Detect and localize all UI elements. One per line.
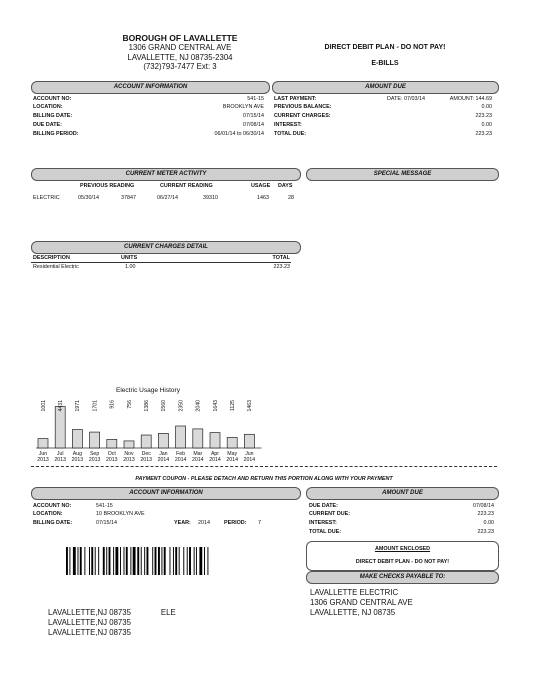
coupon-current-due-value: 223.23 <box>477 511 494 517</box>
chart-year-label: 2013 <box>140 457 152 463</box>
description-col: DESCRIPTION <box>33 255 70 261</box>
charges-divider <box>31 262 291 263</box>
billing-date-value: 07/15/14 <box>243 113 264 119</box>
coupon-cut-line <box>31 466 497 467</box>
chart-year-label: 2014 <box>226 457 238 463</box>
due-date-value: 07/08/14 <box>243 122 264 128</box>
chart-year-label: 2014 <box>157 457 170 463</box>
chart-month-label: Mar <box>193 451 203 457</box>
due-date-label: DUE DATE: <box>33 122 62 128</box>
org-phone: (732)793-7477 Ext: 3 <box>143 62 217 71</box>
chart-month-label: Sep <box>89 451 100 457</box>
charge-description: Residential Electric <box>33 264 79 270</box>
chart-value-label: 4431 <box>58 400 64 412</box>
previous-balance-value: 0.00 <box>481 104 492 110</box>
chart-value-label: 1701 <box>92 400 99 412</box>
payee-address <box>310 588 413 618</box>
payee-street: 1306 GRAND CENTRAL AVE <box>310 598 413 607</box>
coupon-amount-due-header: AMOUNT DUE <box>306 487 499 500</box>
charges-detail-header: CURRENT CHARGES DETAIL <box>31 241 301 254</box>
interest-label: INTEREST: <box>274 122 302 128</box>
chart-bar <box>90 432 100 448</box>
coupon-account-no-value: 541-15 <box>96 503 113 509</box>
current-charges-value: 223.23 <box>475 113 492 119</box>
chart-bar <box>158 433 168 448</box>
previous-reading-col: PREVIOUS READING <box>80 183 135 189</box>
chart-month-label: Jun <box>38 451 48 457</box>
days-col: DAYS <box>278 183 293 189</box>
chart-month-label: Apr <box>210 451 220 457</box>
current-reading-col: CURRENT READING <box>160 183 213 189</box>
coupon-current-due-label: CURRENT DUE: <box>309 511 351 517</box>
payable-to-header: MAKE CHECKS PAYABLE TO: <box>306 571 499 584</box>
interest-value: 0.00 <box>481 122 492 128</box>
org-address-2: LAVALLETTE, NJ 08735-2304 <box>127 52 233 62</box>
chart-month-label: Jun <box>245 451 254 457</box>
chart-bar <box>72 430 82 448</box>
chart-value-label: 756 <box>126 400 133 409</box>
last-payment-amount: AMOUNT: 144.69 <box>449 96 492 102</box>
billing-period-value: 06/01/14 to 06/30/14 <box>214 131 264 137</box>
previous-balance-label: PREVIOUS BALANCE: <box>274 104 332 110</box>
chart-bar <box>176 426 186 448</box>
mailing-line-1-suffix: ELE <box>160 608 176 617</box>
account-info-header: ACCOUNT INFORMATION <box>31 81 270 94</box>
chart-bar <box>55 407 65 448</box>
meter-curr-reading: 39310 <box>203 195 218 201</box>
coupon-due-date-value: 07/08/14 <box>473 503 494 509</box>
units-col: UNITS <box>121 255 138 261</box>
coupon-total-due-value: 223.23 <box>477 529 494 535</box>
chart-value-label: 1386 <box>144 400 150 412</box>
amount-enclosed-box[interactable] <box>306 541 499 571</box>
meter-service: ELECTRIC <box>33 195 60 201</box>
chart-value-label: 916 <box>109 400 116 409</box>
chart-month-label: Jul <box>56 451 64 457</box>
chart-bar <box>124 441 134 448</box>
billing-date-label: BILLING DATE: <box>33 113 73 119</box>
ebills-label: E-BILLS <box>371 60 399 67</box>
meter-activity-header: CURRENT METER ACTIVITY <box>31 168 301 181</box>
current-charges-label: CURRENT CHARGES: <box>274 113 331 119</box>
chart-year-label: 2013 <box>54 457 66 463</box>
amount-due-header: AMOUNT DUE <box>272 81 499 94</box>
chart-month-label: Oct <box>107 451 116 457</box>
account-no-value: 541-15 <box>247 96 264 102</box>
bill-header <box>100 33 260 72</box>
chart-bar <box>38 439 48 448</box>
coupon-instructions: PAYMENT COUPON - PLEASE DETACH AND RETURN THIS PORTION ALONG WITH YOUR PAYMENT <box>135 476 393 482</box>
chart-value-label: 1971 <box>75 400 82 412</box>
last-payment-date: DATE: 07/03/14 <box>387 96 425 102</box>
coupon-year-value: 2014 <box>198 520 210 526</box>
billing-period-label: BILLING PERIOD: <box>33 131 79 137</box>
coupon-interest-label: INTEREST: <box>309 520 337 526</box>
chart-value-label: 1643 <box>212 400 219 412</box>
account-no-label: ACCOUNT NO: <box>33 96 72 102</box>
last-payment-label: LAST PAYMENT: <box>274 96 317 102</box>
chart-value-label: 1125 <box>230 400 236 412</box>
chart-bar <box>210 433 220 448</box>
location-value: BROOKLYN AVE <box>222 104 264 110</box>
chart-value-label: 1560 <box>161 400 168 412</box>
org-name: BOROUGH OF LAVALLETTE <box>122 33 238 43</box>
mailing-address <box>48 608 176 638</box>
usage-col: USAGE <box>251 183 271 189</box>
coupon-billing-date-value: 07/15/14 <box>96 520 117 526</box>
meter-curr-date: 06/27/14 <box>157 195 178 201</box>
chart-year-label: 2013 <box>88 457 101 463</box>
total-col: TOTAL <box>272 255 290 261</box>
chart-month-label: Feb <box>176 451 186 457</box>
coupon-interest-value: 0.00 <box>483 520 494 526</box>
chart-year-label: 2014 <box>243 457 256 463</box>
total-due-label: TOTAL DUE: <box>274 131 307 137</box>
chart-value-label: 1001 <box>40 400 47 412</box>
chart-year-label: 2014 <box>174 457 187 463</box>
chart-value-label: 2350 <box>178 400 185 412</box>
chart-year-label: 2013 <box>123 457 135 463</box>
chart-year-label: 2014 <box>192 457 204 463</box>
coupon-location-value: 10 BROOKLYN AVE <box>96 511 145 517</box>
meter-prev-reading: 37847 <box>121 195 136 201</box>
chart-month-label: Aug <box>72 451 83 457</box>
total-due-value: 223.23 <box>475 131 492 137</box>
meter-prev-date: 05/30/14 <box>78 195 99 201</box>
chart-month-label: Nov <box>124 451 134 457</box>
chart-value-label: 1463 <box>247 400 254 412</box>
charge-units: 1.00 <box>125 264 136 270</box>
chart-value-label: 2040 <box>195 400 202 412</box>
chart-bar <box>244 434 254 448</box>
coupon-total-due-label: TOTAL DUE: <box>309 529 342 535</box>
special-message-header: SPECIAL MESSAGE <box>306 168 499 181</box>
chart-month-label: Jan <box>159 451 168 457</box>
mailing-line-1: LAVALLETTE,NJ 08735 <box>48 608 131 617</box>
chart-bar <box>227 437 237 448</box>
coupon-due-date-label: DUE DATE: <box>309 503 338 509</box>
chart-month-label: Dec <box>141 451 151 457</box>
payee-name: LAVALLETTE ELECTRIC <box>310 588 399 597</box>
chart-bar <box>107 439 117 448</box>
mailing-line-3: LAVALLETTE,NJ 08735 <box>48 628 131 637</box>
charge-total: 223.23 <box>273 264 290 270</box>
payee-city: LAVALLETTE, NJ 08735 <box>310 608 396 617</box>
chart-year-label: 2013 <box>37 457 49 463</box>
usage-history-chart <box>30 378 270 468</box>
meter-usage: 1463 <box>257 195 269 201</box>
coupon-account-header: ACCOUNT INFORMATION <box>31 487 301 500</box>
chart-bar <box>193 429 203 448</box>
barcode-graphic <box>66 547 271 575</box>
chart-year-label: 2013 <box>71 457 84 463</box>
coupon-account-no-label: ACCOUNT NO: <box>33 503 72 509</box>
chart-year-label: 2013 <box>106 457 118 463</box>
meter-days: 28 <box>288 195 294 201</box>
coupon-year-label: YEAR: <box>174 520 191 526</box>
coupon-location-label: LOCATION: <box>33 511 63 517</box>
enclosed-notice: DIRECT DEBIT PLAN - DO NOT PAY! <box>355 559 450 565</box>
org-address-1: 1306 GRAND CENTRAL AVE <box>128 43 232 52</box>
plan-notice: DIRECT DEBIT PLAN - DO NOT PAY! <box>324 44 446 51</box>
chart-bar <box>141 435 151 448</box>
mailing-line-2: LAVALLETTE,NJ 08735 <box>48 618 131 627</box>
coupon-period-value: 7 <box>258 520 261 526</box>
chart-year-label: 2014 <box>209 457 221 463</box>
coupon-period-label: PERIOD: <box>224 520 247 526</box>
coupon-billing-date-label: BILLING DATE: <box>33 520 73 526</box>
amount-enclosed-label: AMOUNT ENCLOSED <box>374 546 431 552</box>
chart-title: Electric Usage History <box>116 387 180 394</box>
location-label: LOCATION: <box>33 104 63 110</box>
chart-month-label: May <box>227 451 238 457</box>
